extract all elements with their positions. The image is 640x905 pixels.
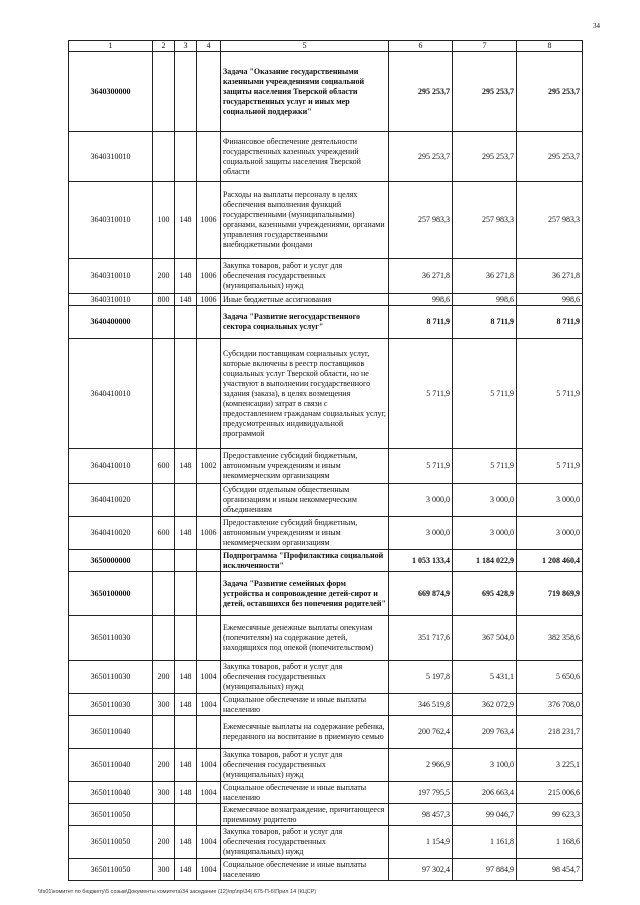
subsection-cell: 1006 <box>197 182 221 259</box>
value-year2-cell: 257 983,3 <box>453 182 517 259</box>
description-cell: Закупка товаров, работ и услуг для обеспечения государственных (муниципальных) нужд <box>221 661 389 694</box>
value-year2-cell: 209 763,4 <box>453 716 517 749</box>
chapter-cell: 148 <box>175 259 197 294</box>
description-cell: Социальное обеспечение и иные выплаты населению <box>221 859 389 881</box>
table-row <box>69 52 583 132</box>
header-cell: 3 <box>175 41 197 52</box>
value-year1-cell: 295 253,7 <box>389 132 453 182</box>
table-row <box>69 749 583 782</box>
header-cell: 4 <box>197 41 221 52</box>
subsection-cell: 1004 <box>197 749 221 782</box>
value-year2-cell: 1 184 022,9 <box>453 550 517 572</box>
description-cell: Ежемесячное вознаграждение, причитающееся приемному родителю <box>221 804 389 826</box>
value-year2-cell: 998,6 <box>453 294 517 306</box>
subsection-cell: 1004 <box>197 859 221 881</box>
value-year2-cell: 5 711,9 <box>453 339 517 449</box>
description-cell: Предоставление субсидий бюджетным, автономным учреждениям и иным некоммерческим организациям <box>221 517 389 550</box>
header-cell: 8 <box>517 41 583 52</box>
subsection-cell <box>197 132 221 182</box>
value-year2-cell: 5 431,1 <box>453 661 517 694</box>
value-year2-cell: 1 161,8 <box>453 826 517 859</box>
value-year3-cell: 3 225,1 <box>517 749 583 782</box>
description-cell: Подпрограмма "Профилактика социальной исключенности" <box>221 550 389 572</box>
header-row <box>69 41 583 52</box>
value-year1-cell: 3 000,0 <box>389 517 453 550</box>
value-year3-cell: 8 711,9 <box>517 306 583 339</box>
value-year2-cell: 99 046,7 <box>453 804 517 826</box>
code-cell: 3650110040 <box>69 749 153 782</box>
table-row <box>69 517 583 550</box>
section-cell: 300 <box>153 782 175 804</box>
section-cell <box>153 572 175 616</box>
value-year3-cell: 36 271,8 <box>517 259 583 294</box>
chapter-cell <box>175 132 197 182</box>
header-cell: 6 <box>389 41 453 52</box>
subsection-cell: 1006 <box>197 517 221 550</box>
description-cell: Иные бюджетные ассигнования <box>221 294 389 306</box>
subsection-cell: 1004 <box>197 694 221 716</box>
description-cell: Задача "Развитие негосударственного сектора социальных услуг" <box>221 306 389 339</box>
value-year1-cell: 1 154,9 <box>389 826 453 859</box>
value-year1-cell: 2 966,9 <box>389 749 453 782</box>
value-year1-cell: 98 457,3 <box>389 804 453 826</box>
description-cell: Задача "Оказание государственными казенными учреждениями социальной защиты населения Тверской области государственных услуг и иных мер социальной поддержки" <box>221 52 389 132</box>
section-cell: 300 <box>153 859 175 881</box>
subsection-cell <box>197 306 221 339</box>
value-year1-cell: 197 795,5 <box>389 782 453 804</box>
description-cell: Закупка товаров, работ и услуг для обеспечения государственных (муниципальных) нужд <box>221 826 389 859</box>
description-cell: Финансовое обеспечение деятельности государственных казенных учреждений социальной защиты населения Тверской области <box>221 132 389 182</box>
subsection-cell <box>197 716 221 749</box>
value-year3-cell: 998,6 <box>517 294 583 306</box>
subsection-cell <box>197 52 221 132</box>
section-cell: 200 <box>153 259 175 294</box>
value-year1-cell: 1 053 133,4 <box>389 550 453 572</box>
subsection-cell: 1004 <box>197 782 221 804</box>
description-cell: Закупка товаров, работ и услуг для обеспечения государственных (муниципальных) нужд <box>221 749 389 782</box>
table-row <box>69 294 583 306</box>
table-row <box>69 449 583 484</box>
chapter-cell <box>175 339 197 449</box>
value-year1-cell: 3 000,0 <box>389 484 453 517</box>
chapter-cell <box>175 550 197 572</box>
code-cell: 3640410020 <box>69 517 153 550</box>
budget-table <box>68 40 583 881</box>
value-year1-cell: 257 983,3 <box>389 182 453 259</box>
description-cell: Субсидии отдельным общественным организациям и иным некоммерческим объединениям <box>221 484 389 517</box>
table-row <box>69 182 583 259</box>
value-year2-cell: 36 271,8 <box>453 259 517 294</box>
code-cell: 3640410010 <box>69 339 153 449</box>
table-row <box>69 661 583 694</box>
subsection-cell: 1006 <box>197 294 221 306</box>
file-path-footer: \\fs01\комитет по бюджету\5 созыв\Документы комитета\34 заседание (12)\пр\пр\34) 675-П-6\Прил 14 (КЦСР) <box>38 889 317 895</box>
value-year3-cell: 719 869,9 <box>517 572 583 616</box>
value-year2-cell: 3 100,0 <box>453 749 517 782</box>
description-cell: Задача "Развитие семейных форм устройства и сопровождение детей-сирот и детей, оставшихся без попечения родителей" <box>221 572 389 616</box>
section-cell <box>153 716 175 749</box>
code-cell: 3640400000 <box>69 306 153 339</box>
chapter-cell: 148 <box>175 859 197 881</box>
subsection-cell: 1006 <box>197 259 221 294</box>
code-cell: 3640310010 <box>69 294 153 306</box>
description-cell: Ежемесячные выплаты на содержание ребенка, переданного на воспитание в приемную семью <box>221 716 389 749</box>
chapter-cell: 148 <box>175 782 197 804</box>
section-cell: 600 <box>153 517 175 550</box>
chapter-cell: 148 <box>175 694 197 716</box>
table-row <box>69 826 583 859</box>
section-cell <box>153 52 175 132</box>
table-row <box>69 716 583 749</box>
description-cell: Ежемесячные денежные выплаты опекунам (попечителям) на содержание детей, находящихся под опекой (попечительством) <box>221 616 389 661</box>
value-year2-cell: 97 884,9 <box>453 859 517 881</box>
value-year3-cell: 295 253,7 <box>517 132 583 182</box>
description-cell: Социальное обеспечение и иные выплаты населению <box>221 782 389 804</box>
chapter-cell: 148 <box>175 517 197 550</box>
value-year1-cell: 5 197,8 <box>389 661 453 694</box>
section-cell: 200 <box>153 661 175 694</box>
table-row <box>69 804 583 826</box>
section-cell: 200 <box>153 826 175 859</box>
value-year1-cell: 669 874,9 <box>389 572 453 616</box>
value-year3-cell: 3 000,0 <box>517 517 583 550</box>
subsection-cell <box>197 616 221 661</box>
value-year3-cell: 1 168,6 <box>517 826 583 859</box>
value-year3-cell: 5 650,6 <box>517 661 583 694</box>
code-cell: 3650110050 <box>69 804 153 826</box>
value-year3-cell: 99 623,3 <box>517 804 583 826</box>
value-year2-cell: 5 711,9 <box>453 449 517 484</box>
chapter-cell <box>175 52 197 132</box>
section-cell <box>153 339 175 449</box>
value-year3-cell: 295 253,7 <box>517 52 583 132</box>
description-cell: Предоставление субсидий бюджетным, автономным учреждениям и иным некоммерческим организациям <box>221 449 389 484</box>
value-year3-cell: 1 208 460,4 <box>517 550 583 572</box>
value-year1-cell: 346 519,8 <box>389 694 453 716</box>
value-year3-cell: 98 454,7 <box>517 859 583 881</box>
table-row <box>69 259 583 294</box>
code-cell: 3640310010 <box>69 259 153 294</box>
subsection-cell <box>197 550 221 572</box>
description-cell: Субсидии поставщикам социальных услуг, которые включены в реестр поставщиков социальных услуг Тверской области, но не участвуют в выполнении государственного задания (заказа), в целях возмещения (компенсации) затрат в связи с предоставлением гражданам социальных услуг, предусмотренных индивидуальной программой <box>221 339 389 449</box>
chapter-cell <box>175 716 197 749</box>
chapter-cell: 148 <box>175 749 197 782</box>
code-cell: 3650110050 <box>69 859 153 881</box>
value-year3-cell: 5 711,9 <box>517 449 583 484</box>
value-year3-cell: 5 711,9 <box>517 339 583 449</box>
code-cell: 3640310010 <box>69 182 153 259</box>
value-year2-cell: 8 711,9 <box>453 306 517 339</box>
header-cell: 5 <box>221 41 389 52</box>
chapter-cell: 148 <box>175 826 197 859</box>
chapter-cell <box>175 616 197 661</box>
value-year1-cell: 200 762,4 <box>389 716 453 749</box>
subsection-cell <box>197 572 221 616</box>
section-cell: 100 <box>153 182 175 259</box>
description-cell: Расходы на выплаты персоналу в целях обеспечения выполнения функций государственными (муниципальными) органами, казенными учреждениями, органами управления государственными внебюджетными фондами <box>221 182 389 259</box>
value-year2-cell: 3 000,0 <box>453 484 517 517</box>
code-cell: 3650110040 <box>69 782 153 804</box>
value-year1-cell: 5 711,9 <box>389 339 453 449</box>
value-year3-cell: 376 708,0 <box>517 694 583 716</box>
code-cell: 3650110030 <box>69 661 153 694</box>
value-year2-cell: 695 428,9 <box>453 572 517 616</box>
chapter-cell <box>175 484 197 517</box>
code-cell: 3640410010 <box>69 449 153 484</box>
value-year1-cell: 5 711,9 <box>389 449 453 484</box>
chapter-cell <box>175 306 197 339</box>
section-cell: 600 <box>153 449 175 484</box>
table-row <box>69 694 583 716</box>
value-year3-cell: 3 000,0 <box>517 484 583 517</box>
subsection-cell: 1004 <box>197 826 221 859</box>
value-year3-cell: 382 358,6 <box>517 616 583 661</box>
value-year3-cell: 218 231,7 <box>517 716 583 749</box>
section-cell: 200 <box>153 749 175 782</box>
value-year2-cell: 3 000,0 <box>453 517 517 550</box>
code-cell: 3640300000 <box>69 52 153 132</box>
header-cell: 2 <box>153 41 175 52</box>
value-year2-cell: 206 663,4 <box>453 782 517 804</box>
page-number: 34 <box>593 22 600 30</box>
code-cell: 3650110030 <box>69 694 153 716</box>
code-cell: 3640310010 <box>69 132 153 182</box>
table-row <box>69 572 583 616</box>
subsection-cell <box>197 339 221 449</box>
value-year2-cell: 295 253,7 <box>453 132 517 182</box>
value-year1-cell: 295 253,7 <box>389 52 453 132</box>
table-row <box>69 550 583 572</box>
table-row <box>69 132 583 182</box>
subsection-cell <box>197 484 221 517</box>
value-year1-cell: 97 302,4 <box>389 859 453 881</box>
table-row <box>69 306 583 339</box>
table-row <box>69 616 583 661</box>
section-cell: 800 <box>153 294 175 306</box>
value-year2-cell: 295 253,7 <box>453 52 517 132</box>
table-row <box>69 339 583 449</box>
value-year1-cell: 36 271,8 <box>389 259 453 294</box>
section-cell <box>153 306 175 339</box>
code-cell: 3650110040 <box>69 716 153 749</box>
value-year2-cell: 362 072,9 <box>453 694 517 716</box>
description-cell: Социальное обеспечение и иные выплаты населению <box>221 694 389 716</box>
table-row <box>69 782 583 804</box>
section-cell <box>153 132 175 182</box>
code-cell: 3650000000 <box>69 550 153 572</box>
value-year1-cell: 8 711,9 <box>389 306 453 339</box>
subsection-cell: 1004 <box>197 661 221 694</box>
code-cell: 3640410020 <box>69 484 153 517</box>
header-cell: 7 <box>453 41 517 52</box>
value-year3-cell: 257 983,3 <box>517 182 583 259</box>
code-cell: 3650110030 <box>69 616 153 661</box>
subsection-cell: 1002 <box>197 449 221 484</box>
section-cell <box>153 484 175 517</box>
section-cell: 300 <box>153 694 175 716</box>
section-cell <box>153 550 175 572</box>
table-row <box>69 484 583 517</box>
description-cell: Закупка товаров, работ и услуг для обеспечения государственных (муниципальных) нужд <box>221 259 389 294</box>
code-cell: 3650110050 <box>69 826 153 859</box>
chapter-cell <box>175 572 197 616</box>
section-cell <box>153 616 175 661</box>
table-body <box>69 41 583 881</box>
section-cell <box>153 804 175 826</box>
chapter-cell <box>175 804 197 826</box>
chapter-cell: 148 <box>175 661 197 694</box>
table-row <box>69 859 583 881</box>
code-cell: 3650100000 <box>69 572 153 616</box>
value-year3-cell: 215 006,6 <box>517 782 583 804</box>
value-year1-cell: 351 717,6 <box>389 616 453 661</box>
chapter-cell: 148 <box>175 182 197 259</box>
chapter-cell: 148 <box>175 449 197 484</box>
header-cell: 1 <box>69 41 153 52</box>
subsection-cell <box>197 804 221 826</box>
chapter-cell: 148 <box>175 294 197 306</box>
value-year1-cell: 998,6 <box>389 294 453 306</box>
value-year2-cell: 367 504,0 <box>453 616 517 661</box>
